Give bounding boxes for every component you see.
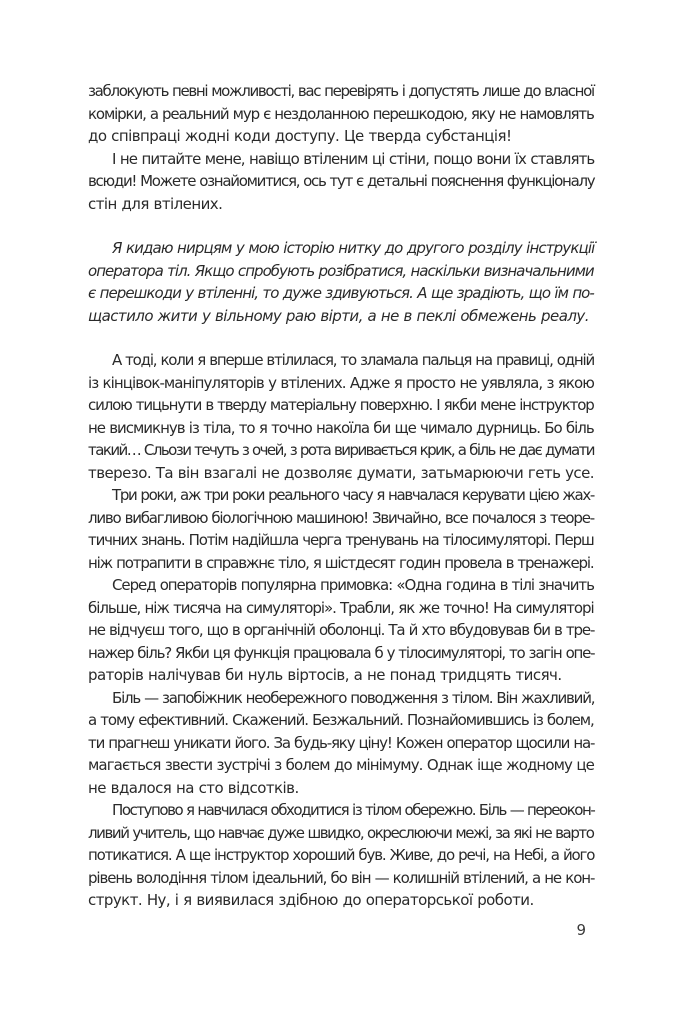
text-line: стін для втілених. [88,194,223,213]
text-line: а тому ефективний. Скажений. Безжальний. Познайомившись із болем, [88,711,594,729]
paragraph [88,349,594,484]
italic-paragraph [88,237,594,327]
text-line: до співпраці жодні коди доступу. Це тверда субстанція! [88,127,512,145]
paragraph-gap [88,215,594,237]
paragraph [88,799,594,912]
text-line: структ. Ну, і я виявилася здібною до операторської роботи. [88,891,534,909]
page-number: 9 [576,921,586,939]
text-line: Поступово я навчилася обходитися із тілом обережно. Біль — переокон- [112,801,595,819]
text-line: рівень володіння тілом ідеальний, бо він — колишній втілений, а не кон- [88,868,595,887]
paragraph [88,687,594,800]
text-line: оператора тіл. Якщо спробують розібратися, наскільки визначальними [88,261,594,280]
text-line: ливо вибагливою біологічною машиною! Звичайно, все почалося з теоре- [88,508,594,527]
text-line: всюди! Можете ознайомитися, ось тут є детальні пояснення функціоналу [88,172,595,190]
text-line: силою тицьнути в тверду матеріальну поверхню. І якби мене інструктор [88,396,594,414]
paragraph-gap [88,327,594,349]
text-line: Я кидаю нирцям у мою історію нитку до другого розділу інструкції [112,239,595,257]
text-line: нажер біль? Якби ця функція працювала б у тілосимуляторі, то загін опе- [88,643,595,662]
text-line: тичних знань. Потім надійшла черга тренувань на тілосимуляторі. Перш [88,531,594,549]
text-line: ти прагнеш уникати його. За будь-яку ціну! Кожен оператор щосили на- [88,733,595,752]
text-line: потикатися. А ще інструктор хороший був. Живе, до речі, на Небі, а його [88,846,595,864]
text-line: Біль — запобіжник необережного поводження з тілом. Він жахливий, [112,688,595,707]
text-line: Серед операторів популярна примовка: «Одна година в тілі значить [112,576,594,594]
text-line: А тоді, коли я вперше втілилася, то зламала пальця на правиці, одній [112,351,595,369]
text-line: щастило жити у вільному раю вірти, а не в пеклі обмежень реалу. [88,306,589,325]
text-line: не вдалося на сто відсотків. [88,778,299,797]
text-line: не висмикнув із тіла, то я точно накоїла би ще чимало дурниць. Бо біль [88,418,594,437]
paragraph [88,148,594,216]
page-body [88,80,594,912]
text-line: більше, ніж тисяча на симуляторі». Трабли, як же точно! На симуляторі [88,598,594,617]
text-line: є перешкоди у втіленні, то дуже здивуються. А ще зрадіють, що їм по- [88,284,594,302]
text-line: І не питайте мене, навіщо втіленим ці стіни, пощо вони їх ставлять [112,149,595,168]
text-line: Три роки, аж три роки реального часу я навчалася керувати цією жах- [112,486,595,504]
text-line: магається звести зустрічі з болем до мінімуму. Однак іще жодному це [88,756,594,774]
text-line: із кінцівок-маніпуляторів у втілених. Адже я просто не уявляла, з якою [88,373,594,392]
paragraph [88,484,594,574]
text-line: такий… Сльози течуть з очей, з рота виривається крик, а біль не дає думати [88,441,594,459]
text-line: не відчуєш того, що в органічній оболонці. Та й хто вбудовував би в тре- [88,621,595,639]
text-line: заблокують певні можливості, вас перевірять і допустять лише до власної [88,82,594,100]
paragraph [88,574,594,687]
paragraph [88,80,594,148]
text-line: тверезо. Та він взагалі не дозволяє думати, затьмарюючи геть усе. [88,463,595,482]
text-line: раторів налічував би нуль віртосів, а не понад тридцять тисяч. [88,666,562,684]
text-line: ніж потрапити в справжнє тіло, я шістдесят годин провела в тренажері. [88,553,594,572]
text-line: ливий учитель, що навчає дуже швидко, окреслюючи межі, за які не варто [88,823,594,842]
text-line: комірки, а реальний мур є нездоланною перешкодою, яку не намовлять [88,104,594,123]
